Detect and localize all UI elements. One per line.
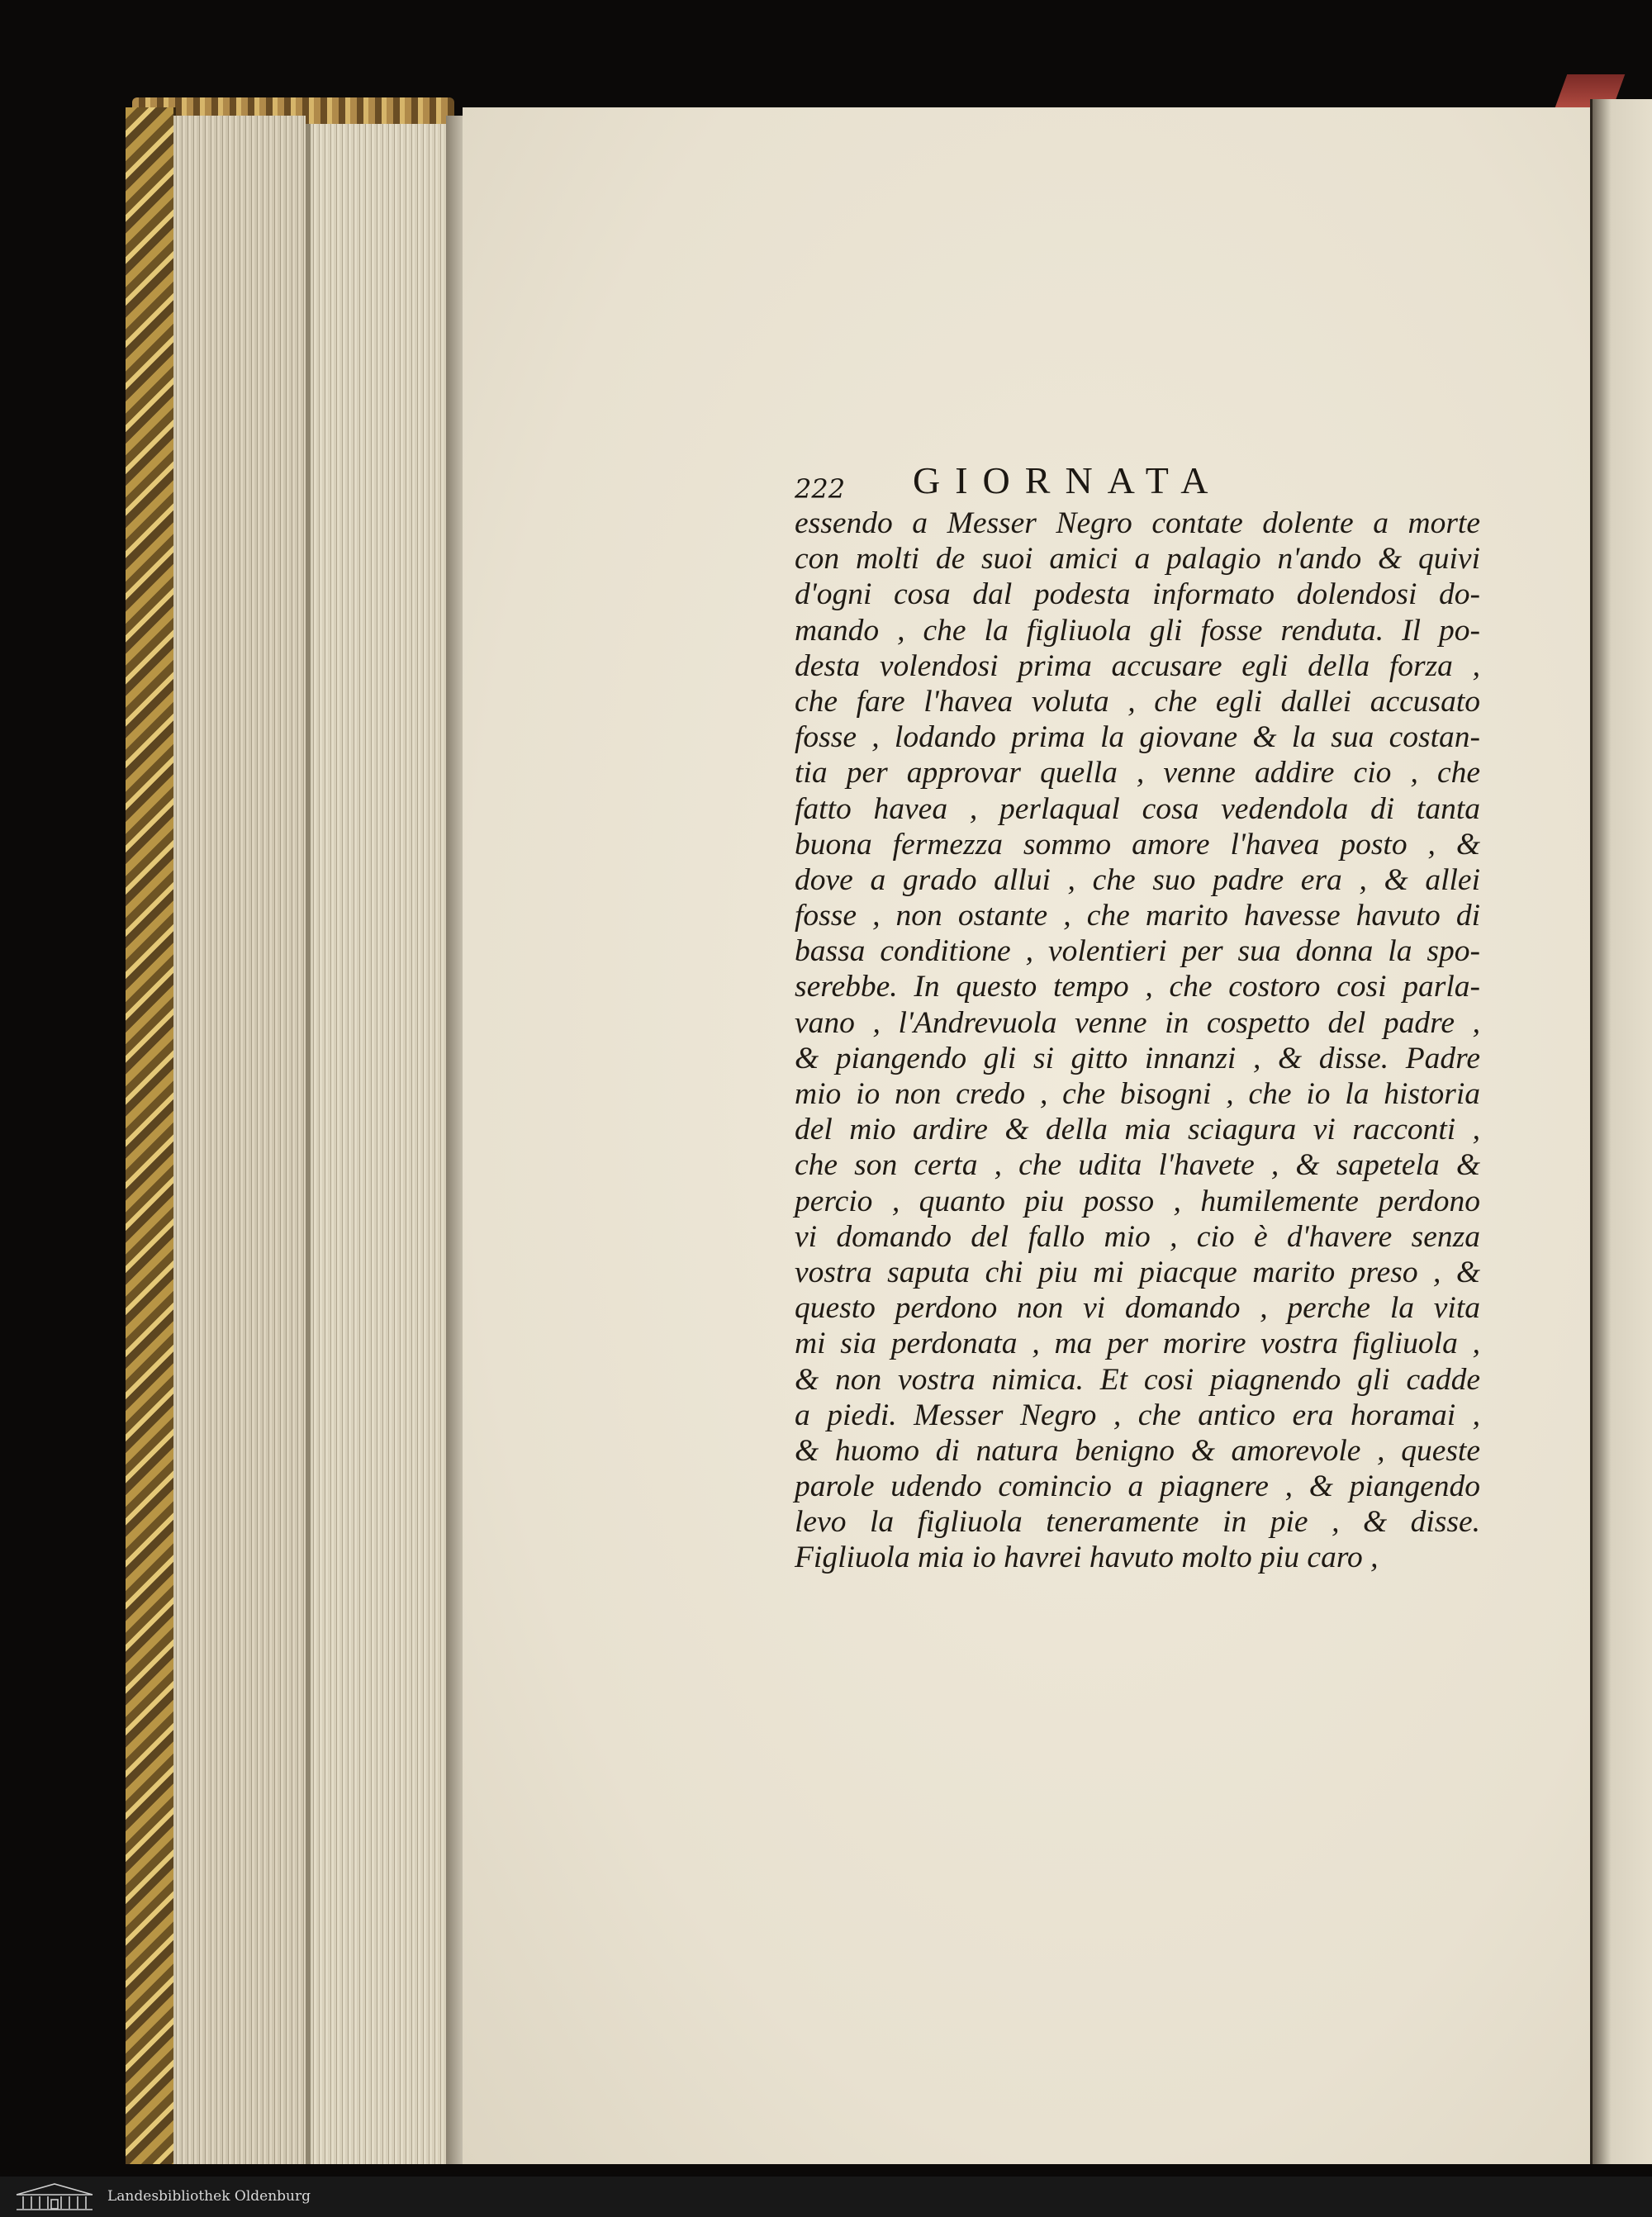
text-line: che fare l'havea voluta , che egli dallei accusato [795, 684, 1480, 719]
running-head [795, 458, 1323, 508]
text-line: Figliuola mia io havrei havuto molto piu caro , [795, 1541, 1379, 1575]
text-line: desta volendosi prima accusare egli della forza , [795, 648, 1480, 683]
running-head-title: GIORNATA [913, 459, 1223, 501]
text-line: vi domando del fallo mio , cio è d'havere senza [795, 1219, 1480, 1254]
text-line: & piangendo gli si gitto innanzi , & disse. Padre [795, 1041, 1480, 1075]
text-line: mi sia perdonata , ma per morire vostra figliuola , [795, 1327, 1480, 1361]
text-line: con molti de suoi amici a palagio n'ando & quivi [795, 542, 1480, 577]
text-line: & non vostra nimica. Et cosi piagnendo gli cadde [795, 1362, 1480, 1397]
text-line: levo la figliuola teneramente in pie , & disse. [795, 1505, 1480, 1540]
body-text [795, 506, 1480, 1576]
page-edges-left [173, 116, 306, 2164]
page-number: 222 [795, 473, 846, 505]
text-line: del mio ardire & della mia sciagura vi racconti , [795, 1113, 1480, 1147]
text-line: mando , che la figliuola gli fosse renduta. Il po- [795, 613, 1480, 648]
text-line: essendo a Messer Negro contate dolente a morte [795, 506, 1480, 540]
text-line: serebbe. In questo tempo , che costoro cosi parla- [795, 970, 1480, 1004]
text-line: dove a grado allui , che suo padre era , & allei [795, 862, 1480, 897]
text-line: d'ogni cosa dal podesta informato dolendosi do- [795, 577, 1480, 612]
text-line: vostra saputa chi piu mi piacque marito preso , & [795, 1255, 1480, 1289]
text-line: fosse , lodando prima la giovane & la sua costan- [795, 720, 1480, 755]
footer-bar [0, 2177, 1652, 2217]
gilt-spine-edge [126, 107, 176, 2164]
text-line: fosse , non ostante , che marito havesse havuto di [795, 899, 1480, 933]
text-line: & huomo di natura benigno & amorevole , queste [795, 1433, 1480, 1468]
text-line: vano , l'Andrevuola venne in cospetto del padre , [795, 1005, 1480, 1040]
page-edges-right [306, 124, 451, 2164]
library-name[interactable]: Landesbibliothek Oldenburg [107, 2188, 311, 2205]
text-line: questo perdono non vi domando , perche la vita [795, 1291, 1480, 1326]
text-line: a piedi. Messer Negro , che antico era horamai , [795, 1398, 1480, 1432]
text-line: mio io non credo , che bisogni , che io la historia [795, 1077, 1480, 1111]
text-line: percio , quanto piu posso , humilemente perdono [795, 1184, 1480, 1218]
text-line: che son certa , che udita l'havete , & sapetela & [795, 1148, 1480, 1183]
text-line: parole udendo comincio a piagnere , & piangendo [795, 1469, 1480, 1504]
library-building-icon[interactable] [15, 2181, 94, 2211]
text-line: buona fermezza sommo amore l'havea posto , & [795, 827, 1480, 862]
text-line: tia per approvar quella , venne addire cio , che [795, 756, 1480, 790]
text-line: fatto havea , perlaqual cosa vedendola di tanta [795, 791, 1480, 826]
text-line: bassa conditione , volentieri per sua donna la spo- [795, 934, 1480, 969]
facing-page-edge [1590, 99, 1652, 2164]
